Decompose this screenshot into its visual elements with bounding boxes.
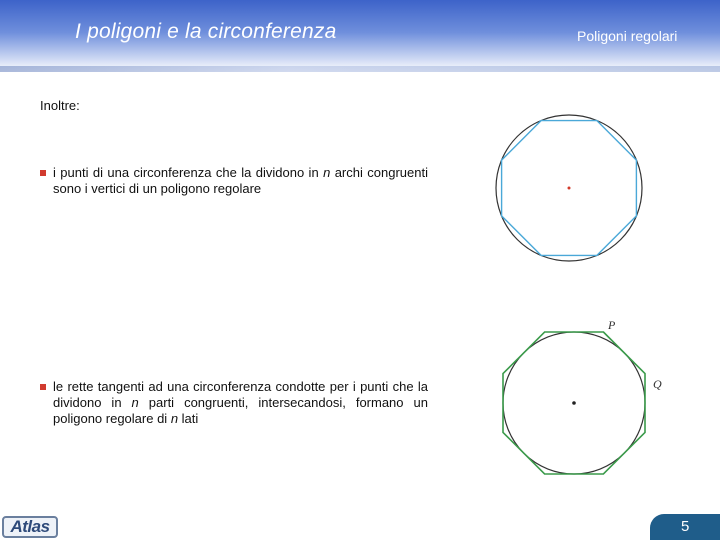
header-rule — [0, 66, 720, 72]
bullet-square-icon — [40, 170, 46, 176]
center-point — [572, 401, 576, 405]
slide-title: I poligoni e la circonferenza — [75, 20, 337, 43]
bullet-text: le rette tangenti ad una circonferenza condotte per i punti che la dividono in n parti congruenti, intersecandosi, formano un poligono regolare di n lati — [53, 379, 428, 426]
center-point — [568, 187, 571, 190]
point-label-p: P — [608, 318, 616, 332]
point-label-q: Q — [653, 377, 662, 391]
atlas-logo: Atlas — [2, 516, 58, 538]
intro-text: Inoltre: — [40, 98, 80, 113]
page-number: 5 — [681, 518, 690, 535]
bullet-item-circumscribed — [40, 379, 428, 427]
section-label: Poligoni regolari — [577, 28, 678, 44]
circumscribed-octagon-figure — [490, 315, 670, 490]
inscribed-octagon-figure — [490, 110, 650, 270]
bullet-item-inscribed — [40, 165, 428, 197]
bullet-square-icon — [40, 384, 46, 390]
bullet-text: i punti di una circonferenza che la dividono in n archi congruenti sono i vertici di un poligono regolare — [53, 165, 428, 196]
